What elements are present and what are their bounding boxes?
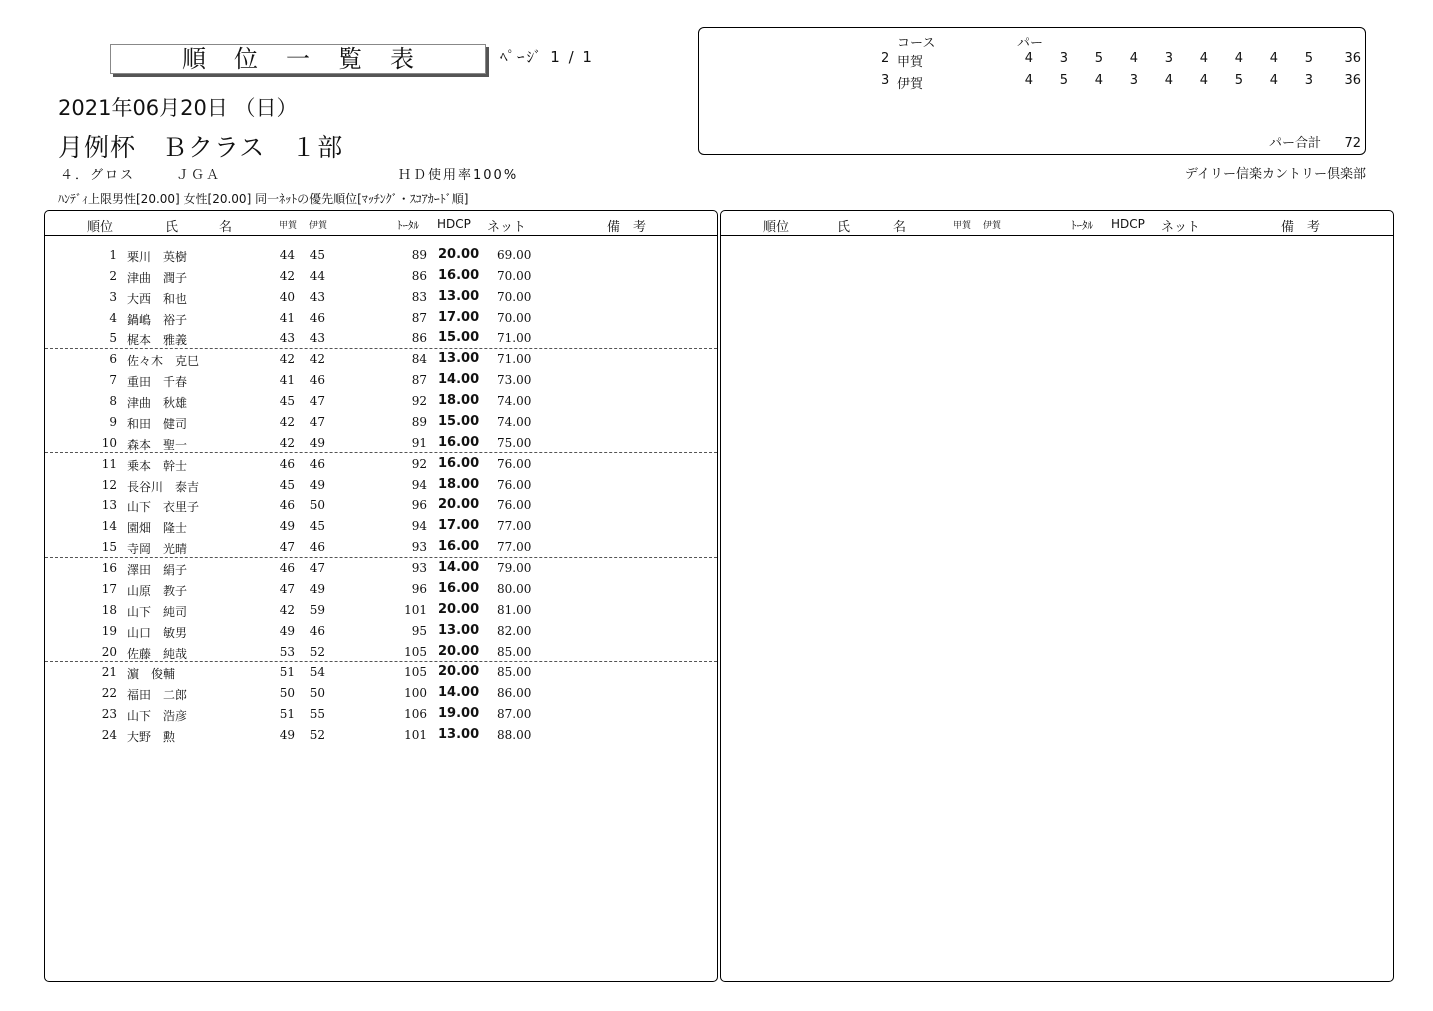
- rank: 10: [101, 435, 117, 450]
- net-score: 81.00: [497, 602, 532, 617]
- player-name: 津曲 秋雄: [127, 396, 188, 411]
- total-score: 89: [411, 248, 427, 262]
- player-name: 乗本 幹士: [127, 458, 188, 473]
- handicap: 17.00: [438, 309, 480, 325]
- total-score: 87: [411, 373, 427, 388]
- hole-par: 3: [1059, 51, 1068, 66]
- score-out: 46: [279, 456, 295, 471]
- result-row: [45, 453, 717, 474]
- score-out: 46: [279, 561, 295, 576]
- rank: 20: [101, 644, 117, 659]
- rank: 17: [101, 581, 117, 596]
- net-score: 76.00: [497, 498, 532, 513]
- course-par-total: 36: [1344, 73, 1361, 88]
- rank: 22: [101, 686, 117, 701]
- score-out: 45: [279, 477, 295, 492]
- handicap: 14.00: [438, 372, 480, 388]
- handicap: 20.00: [438, 664, 480, 680]
- result-row: [45, 411, 717, 432]
- result-row: [45, 494, 717, 515]
- handicap: 20.00: [438, 601, 480, 617]
- score-in: 45: [309, 248, 325, 262]
- player-name: 山下 純司: [127, 604, 188, 619]
- player-name: 寺岡 光晴: [127, 542, 188, 557]
- handicap: 14.00: [438, 685, 480, 701]
- score-in: 50: [309, 498, 325, 513]
- hole-par: 4: [1269, 73, 1278, 88]
- score-in: 47: [309, 561, 325, 576]
- handicap: 13.00: [438, 288, 480, 304]
- score-in: 52: [309, 644, 325, 659]
- total-score: 87: [411, 310, 427, 325]
- hole-par: 3: [1129, 73, 1138, 88]
- score-out: 51: [279, 707, 295, 722]
- net-score: 88.00: [497, 728, 532, 742]
- player-name: 澤田 絹子: [127, 563, 188, 578]
- col-rank: 順位: [87, 220, 114, 235]
- total-score: 96: [411, 581, 427, 596]
- score-out: 46: [279, 498, 295, 513]
- player-name: 森本 聖一: [127, 437, 188, 452]
- handicap: 20.00: [438, 497, 480, 513]
- handicap: 14.00: [438, 560, 480, 576]
- hole-par: 4: [1129, 51, 1138, 66]
- handicap: 19.00: [438, 706, 480, 722]
- par-total-value: 72: [1344, 136, 1361, 151]
- net-score: 80.00: [497, 581, 532, 596]
- score-out: 42: [279, 602, 295, 617]
- net-score: 69.00: [497, 248, 532, 262]
- club-name: デイリー信楽カントリー倶楽部: [1184, 167, 1366, 182]
- par-column-header: パー: [1017, 36, 1044, 51]
- player-name: 鍋嶋 裕子: [127, 312, 188, 327]
- total-score: 86: [411, 268, 427, 283]
- net-score: 85.00: [497, 665, 532, 680]
- course-column-header: コース: [897, 36, 936, 51]
- net-score: 71.00: [497, 331, 532, 346]
- score-out: 49: [279, 623, 295, 638]
- result-row: [45, 682, 717, 703]
- handicap-system: ＪＧＡ: [176, 168, 222, 183]
- course-par-total: 36: [1344, 51, 1361, 66]
- score-out: 42: [279, 352, 295, 367]
- result-row: [45, 703, 717, 724]
- rank: 24: [101, 728, 117, 742]
- net-score: 75.00: [497, 435, 532, 450]
- rank: 3: [109, 289, 117, 304]
- course-name: 伊賀: [897, 77, 924, 92]
- total-score: 101: [404, 602, 427, 617]
- score-out: 49: [279, 728, 295, 742]
- score-out: 47: [279, 540, 295, 555]
- results-panel-right: [720, 210, 1394, 982]
- score-in: 43: [309, 289, 325, 304]
- score-in: 46: [309, 623, 325, 638]
- col-remarks: 備 考: [607, 220, 647, 235]
- col-name-1: 氏: [837, 220, 851, 235]
- result-row: [45, 724, 717, 745]
- net-score: 73.00: [497, 373, 532, 388]
- player-name: 山原 教子: [127, 583, 188, 598]
- score-in: 46: [309, 310, 325, 325]
- rank: 2: [109, 268, 117, 283]
- handicap: 16.00: [438, 580, 480, 596]
- net-score: 77.00: [497, 519, 532, 534]
- player-name: 濵 俊輔: [127, 667, 176, 682]
- report-title: 順位一覧表: [182, 45, 442, 73]
- net-score: 71.00: [497, 352, 532, 367]
- score-in: 47: [309, 414, 325, 429]
- total-score: 105: [404, 644, 427, 659]
- hole-par: 3: [1164, 51, 1173, 66]
- handicap: 20.00: [438, 643, 480, 659]
- result-row: [45, 620, 717, 641]
- handicap: 16.00: [438, 434, 480, 450]
- result-row: [45, 536, 717, 557]
- rank: 21: [101, 665, 117, 680]
- results-panel-left: [44, 210, 718, 982]
- total-score: 101: [404, 728, 427, 742]
- rank: 4: [109, 310, 117, 325]
- hole-par: 4: [1024, 73, 1033, 88]
- score-in: 46: [309, 373, 325, 388]
- rank: 16: [101, 561, 117, 576]
- col-name-1: 氏: [165, 220, 179, 235]
- score-in: 49: [309, 477, 325, 492]
- rank: 12: [101, 477, 117, 492]
- handicap: 13.00: [438, 727, 480, 742]
- handicap: 20.00: [438, 247, 480, 262]
- score-in: 59: [309, 602, 325, 617]
- rank: 19: [101, 623, 117, 638]
- player-name: 重田 千春: [127, 375, 188, 390]
- score-in: 49: [309, 435, 325, 450]
- col-name-2: 名: [219, 220, 233, 235]
- col-course-2: 伊賀: [983, 221, 1002, 231]
- course-par-box: [698, 27, 1366, 155]
- net-score: 76.00: [497, 477, 532, 492]
- handicap: 13.00: [438, 351, 480, 367]
- total-score: 96: [411, 498, 427, 513]
- total-score: 100: [404, 686, 427, 701]
- result-row: [45, 348, 717, 369]
- player-name: 津曲 潤子: [127, 270, 188, 285]
- hole-par: 4: [1269, 51, 1278, 66]
- score-out: 42: [279, 435, 295, 450]
- total-score: 92: [411, 394, 427, 409]
- rank: 15: [101, 540, 117, 555]
- col-net: ネット: [1161, 220, 1201, 235]
- score-in: 46: [309, 456, 325, 471]
- result-row: [45, 641, 717, 662]
- total-score: 95: [411, 623, 427, 638]
- result-row: [45, 265, 717, 286]
- rank: 6: [109, 352, 117, 367]
- handicap: 16.00: [438, 267, 480, 283]
- event-date: 2021年06月20日 （日）: [58, 96, 298, 120]
- col-remarks: 備 考: [1281, 220, 1321, 235]
- result-row: [45, 515, 717, 536]
- net-score: 87.00: [497, 707, 532, 722]
- total-score: 94: [411, 519, 427, 534]
- handicap: 18.00: [438, 476, 480, 492]
- course-number: 2: [881, 51, 890, 66]
- rank: 14: [101, 519, 117, 534]
- rank: 5: [109, 331, 117, 346]
- rank: 23: [101, 707, 117, 722]
- player-name: 園畑 隆士: [127, 521, 188, 536]
- col-course-1: 甲賀: [279, 221, 298, 231]
- result-row: [45, 578, 717, 599]
- player-name: 山下 衣里子: [127, 500, 200, 515]
- player-name: 山下 浩彦: [127, 709, 188, 724]
- hole-par: 3: [1304, 73, 1313, 88]
- page-indicator: ﾍﾟｰｼﾞ 1 / 1: [500, 48, 594, 66]
- score-out: 44: [279, 248, 295, 262]
- result-row: [45, 369, 717, 390]
- col-rank: 順位: [763, 220, 790, 235]
- results-header-right: [721, 211, 1393, 236]
- player-name: 佐々木 克巳: [127, 354, 200, 369]
- total-score: 86: [411, 331, 427, 346]
- result-row: [45, 432, 717, 453]
- score-in: 45: [309, 519, 325, 534]
- course-name: 甲賀: [897, 55, 924, 70]
- result-row: [45, 390, 717, 411]
- col-course-1: 甲賀: [953, 221, 972, 231]
- course-row: [699, 73, 1365, 93]
- rank: 7: [109, 373, 117, 388]
- result-row: [45, 286, 717, 307]
- net-score: 79.00: [497, 561, 532, 576]
- hole-par: 4: [1234, 51, 1243, 66]
- total-score: 93: [411, 561, 427, 576]
- net-score: 74.00: [497, 414, 532, 429]
- net-score: 70.00: [497, 268, 532, 283]
- result-row: [45, 327, 717, 348]
- handicap: 15.00: [438, 413, 480, 429]
- col-name-2: 名: [893, 220, 907, 235]
- net-score: 85.00: [497, 644, 532, 659]
- score-out: 51: [279, 665, 295, 680]
- rank: 9: [109, 414, 117, 429]
- handicap: 17.00: [438, 518, 480, 534]
- score-in: 49: [309, 581, 325, 596]
- handicap: 16.00: [438, 539, 480, 555]
- score-out: 43: [279, 331, 295, 346]
- total-score: 94: [411, 477, 427, 492]
- player-name: 大西 和也: [127, 291, 188, 306]
- result-row: [45, 474, 717, 495]
- player-name: 佐藤 純哉: [127, 646, 188, 661]
- col-hdcp: HDCP: [437, 217, 471, 231]
- handicap-rule-note: ﾊﾝﾃﾞｨ上限男性[20.00] 女性[20.00] 同一ﾈｯﾄの優先順位[ﾏｯﾁﾝｸﾞ・ｽｺｱｶｰﾄﾞ順]: [58, 192, 469, 206]
- result-row: [45, 557, 717, 578]
- score-in: 43: [309, 331, 325, 346]
- player-name: 栗川 英樹: [127, 250, 188, 264]
- score-in: 52: [309, 728, 325, 742]
- col-net: ネット: [487, 220, 527, 235]
- hole-par: 5: [1304, 51, 1313, 66]
- hole-par: 4: [1199, 73, 1208, 88]
- score-in: 42: [309, 352, 325, 367]
- player-name: 和田 健司: [127, 416, 188, 431]
- score-out: 41: [279, 310, 295, 325]
- hole-par: 5: [1094, 51, 1103, 66]
- player-name: 福田 二郎: [127, 688, 188, 703]
- format-label: ４．グロス: [60, 168, 136, 183]
- hole-par: 4: [1024, 51, 1033, 66]
- hole-par: 5: [1234, 73, 1243, 88]
- score-in: 55: [309, 707, 325, 722]
- score-in: 46: [309, 540, 325, 555]
- player-name: 山口 敏男: [127, 625, 188, 640]
- score-in: 47: [309, 394, 325, 409]
- player-name: 梶本 雅義: [127, 333, 188, 348]
- score-out: 45: [279, 394, 295, 409]
- total-score: 105: [404, 665, 427, 680]
- score-in: 50: [309, 686, 325, 701]
- hole-par: 4: [1164, 73, 1173, 88]
- result-row: [45, 244, 717, 265]
- net-score: 77.00: [497, 540, 532, 555]
- total-score: 92: [411, 456, 427, 471]
- hole-par: 5: [1059, 73, 1068, 88]
- score-out: 49: [279, 519, 295, 534]
- hole-par: 4: [1199, 51, 1208, 66]
- score-out: 50: [279, 686, 295, 701]
- rank: 13: [101, 498, 117, 513]
- rank: 11: [101, 456, 117, 471]
- col-total: ﾄｰﾀﾙ: [397, 219, 419, 232]
- player-name: 長谷川 泰吉: [127, 479, 200, 494]
- net-score: 76.00: [497, 456, 532, 471]
- course-number: 3: [881, 73, 890, 88]
- handicap: 15.00: [438, 330, 480, 346]
- total-score: 89: [411, 414, 427, 429]
- rank: 18: [101, 602, 117, 617]
- score-out: 42: [279, 268, 295, 283]
- score-out: 47: [279, 581, 295, 596]
- report-title-box: [110, 44, 486, 74]
- competition-name: 月例杯 Ｂクラス １部: [58, 133, 344, 162]
- handicap: 16.00: [438, 455, 480, 471]
- rank: 8: [109, 394, 117, 409]
- result-row: [45, 599, 717, 620]
- net-score: 74.00: [497, 394, 532, 409]
- net-score: 70.00: [497, 289, 532, 304]
- col-total: ﾄｰﾀﾙ: [1071, 219, 1093, 232]
- total-score: 91: [411, 435, 427, 450]
- col-course-2: 伊賀: [309, 221, 328, 231]
- col-hdcp: HDCP: [1111, 217, 1145, 231]
- total-score: 84: [411, 352, 427, 367]
- score-out: 40: [279, 289, 295, 304]
- player-name: 大野 勲: [127, 730, 176, 744]
- score-out: 53: [279, 644, 295, 659]
- score-out: 42: [279, 414, 295, 429]
- total-score: 93: [411, 540, 427, 555]
- total-score: 83: [411, 289, 427, 304]
- par-total-label: パー合計: [1268, 136, 1321, 151]
- result-row: [45, 661, 717, 682]
- course-row: [699, 51, 1365, 71]
- rank: 1: [109, 248, 117, 262]
- score-out: 41: [279, 373, 295, 388]
- handicap: 13.00: [438, 622, 480, 638]
- net-score: 70.00: [497, 310, 532, 325]
- result-row: [45, 307, 717, 328]
- score-in: 44: [309, 268, 325, 283]
- net-score: 86.00: [497, 686, 532, 701]
- hd-rate: ＨＤ使用率100%: [398, 168, 519, 183]
- hole-par: 4: [1094, 73, 1103, 88]
- score-in: 54: [309, 665, 325, 680]
- net-score: 82.00: [497, 623, 532, 638]
- results-header: [45, 211, 717, 236]
- handicap: 18.00: [438, 393, 480, 409]
- total-score: 106: [404, 707, 427, 722]
